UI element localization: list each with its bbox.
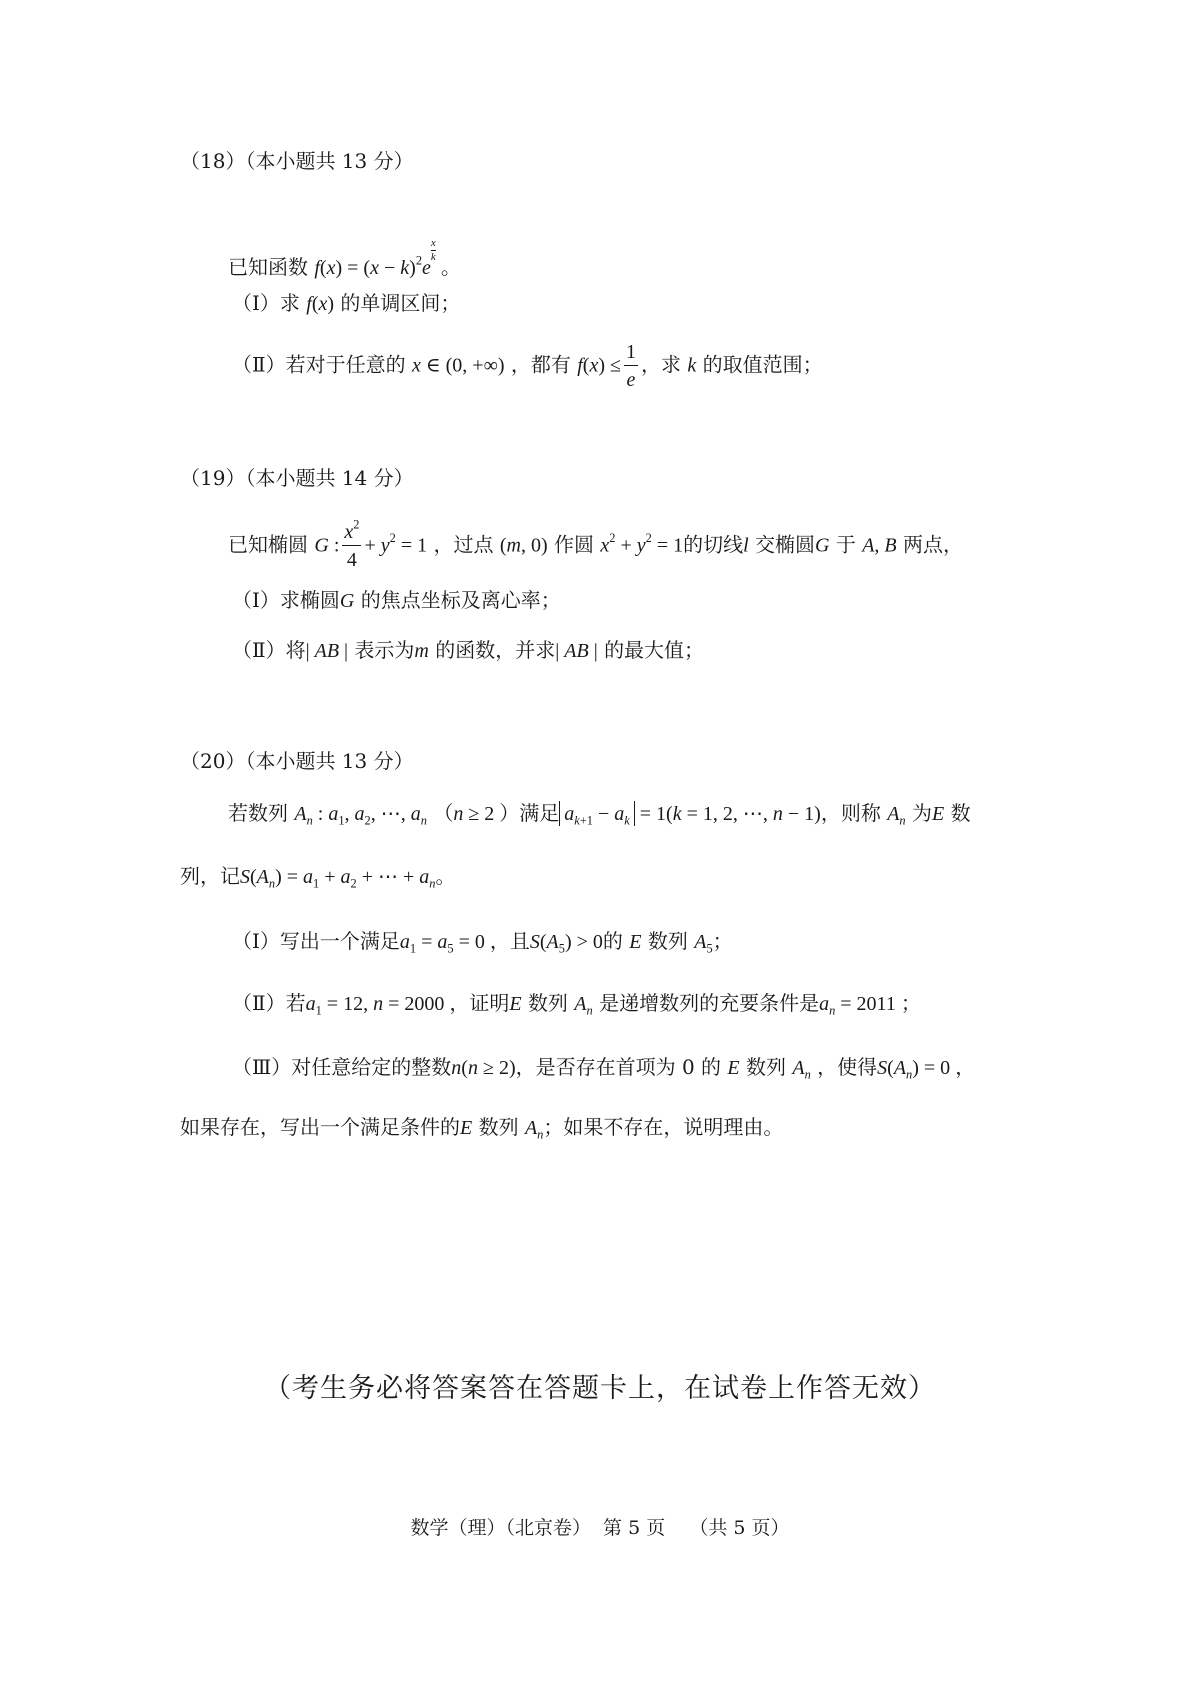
q19-header: （19）（本小题共 14 分） <box>180 466 414 490</box>
exam-notice: （考生务必将答案答在答题卡上，在试卷上作答无效） <box>264 1373 936 1404</box>
q20-part3: （Ⅲ）对任意给定的整数n(n ≥ 2)，是否存在首项为 0 的 E 数列 $A_n$ ，使得$S(A_n) = 0$ ， <box>232 1055 976 1082</box>
q20-part3-line2: 如果存在，写出一个满足条件的E 数列 $A_n$；如果不存在，说明理由。 <box>180 1115 784 1142</box>
q20-header: （20）（本小题共 13 分） <box>180 749 414 773</box>
page-footer: 数学（理）（北京卷） 第 5 页 （共 5 页） <box>410 1517 790 1539</box>
q20-part1: （Ⅰ）写出一个满足$a_1 = a_5 = 0$ ，且$S(A_5) > 0$的 E 数列 $A_5$； <box>232 929 733 956</box>
q18-header: （18）（本小题共 13 分） <box>180 149 414 173</box>
q18-part1-tail: 的单调区间； <box>340 291 461 315</box>
q18-intro-text: 已知函数 <box>228 255 308 279</box>
q18-part2-label: （Ⅱ）若对于任意的 <box>232 352 406 377</box>
q19-part2: （Ⅱ）将| AB | 表示为m 的函数，并求| AB | 的最大值； <box>232 638 705 662</box>
q19-intro: 已知椭圆 G : $\frac{x^2}{4}$ + $y^2 = 1$ ，过点 (m, 0) 作圆 $x^2 + y^2 = 1$的切线l 交椭圆G 于 A, B 两点， <box>228 517 963 571</box>
q18-one-over-e: $\frac{1}{e}$ <box>626 341 636 391</box>
q18-intro: 已知函数 $f(x) = (x - k)^2e$ $\frac{x}{k}$ 。 <box>228 237 461 279</box>
q20-intro: 若数列 $A_n$ : $a_1$, $a_2$, ⋯, $a_n$ （n ≥ 2 ）满足 $a_{k+1} - a_k = 1(k = 1$, 2, ⋯, n − 1)，则称 $A_n$ 为E 数 <box>228 801 971 828</box>
q18-part1-label: （Ⅰ）求 <box>232 291 300 315</box>
q20-part2: （Ⅱ）若$a_1 = 12$, n = 2000 ，证明E 数列 $A_n$ 是递增数列的充要条件是$a_n = 2011$ ； <box>232 991 921 1018</box>
q18-part2: （Ⅱ）若对于任意的 x ∈ (0, +∞) ，都有 f(x) ≤ $\frac{1}{e}$ ，求 k 的取值范围； <box>232 341 823 391</box>
q18-part1: （Ⅰ）求 f(x) 的单调区间； <box>232 291 461 315</box>
q18-exponent-fraction: $\frac{x}{k}$ <box>430 237 436 263</box>
q18-function-formula: f <box>314 257 320 279</box>
q19-ellipse-fraction: $\frac{x^2}{4}$ <box>344 517 360 571</box>
q20-line2: 列，记$S(A_n) = a_1 + a_2$ + ⋯ + $a_n$。 <box>180 864 456 891</box>
q19-part1: （Ⅰ）求椭圆G 的焦点坐标及离心率； <box>232 588 561 612</box>
